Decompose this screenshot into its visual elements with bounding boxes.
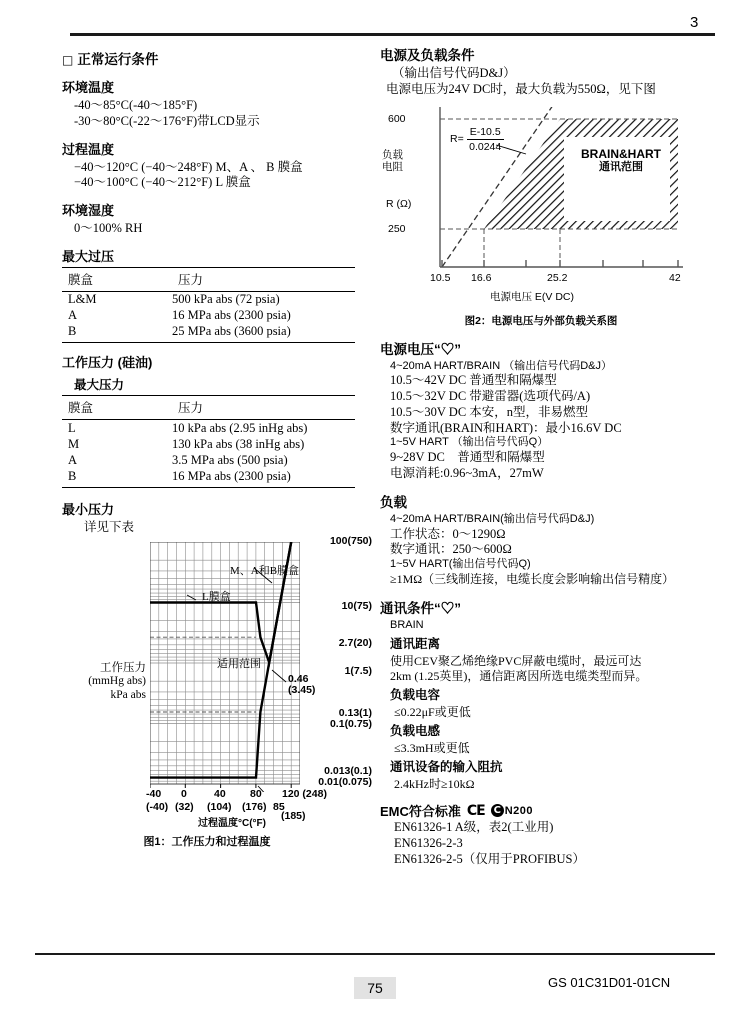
square-bullet-icon: □ [62,53,74,67]
table-row [62,324,355,343]
heading-working-pressure: 工作压力 (硅油) [62,355,153,371]
fig2-xtick-10p5: 10.5 [430,271,451,284]
fig1-ylabel-line-2: (mmHg abs) [88,675,146,688]
fig1-ylabel-line-3: kPa abs [110,688,146,701]
heading-communication-conditions: 通讯条件“♡” [380,601,461,617]
col-header-pressure: 压力 [172,396,355,420]
c-tick-number: N200 [504,804,534,817]
fig1-x-axis-label: 过程温度°C(°F) [198,817,266,829]
comm-distance-line-2: 2km (1.25英里)，通信距离因所选电缆类型而异。 [390,669,648,684]
heading-emc-compliance [380,801,715,820]
fig1-ytick-0p01: 0.01(0.075) [318,775,372,788]
table-max-overpressure [62,267,355,344]
input-impedance-value: 2.4kHz时≥10kΩ [394,777,475,792]
supply-voltage-line-5: 数字通讯(BRAIN和HART)：最小16.6V DC [390,420,622,435]
fig2-ytick-250: 250 [388,222,406,235]
subheading-max-pressure: 最大压力 [74,378,125,393]
fig2-region-label [568,147,674,175]
fig1-xtick-40-sub: (104) [207,800,232,813]
load-inductance-value: ≤3.3mH或更低 [394,741,470,756]
fig1-annotation-l-capsule: L膜盒 [202,590,231,603]
heading-load: 负载 [380,494,407,510]
fig2-xtick-25p2: 25.2 [547,271,568,284]
footer-page-number: 75 [354,977,396,999]
process-temp-line-1: −40～120°C (−40～248°F) M、A 、 B 膜盒 [74,159,303,174]
fig1-ytick-1: 1(7.5) [344,664,372,677]
fig1-ylabel-line-1: 工作压力 [100,661,146,674]
fig1-xtick-80: 80 [250,787,262,800]
table-working-pressure [62,395,355,488]
comm-protocol: BRAIN [390,619,424,632]
fig1-xtick-85-sub: (185) [281,809,306,822]
heading-input-impedance: 通讯设备的输入阻抗 [390,760,503,775]
fig1-xtick-0: 0 [181,787,187,800]
supply-voltage-line-4: 10.5～30V DC 本安，n型，非易燃型 [390,404,589,419]
table-row [62,308,355,324]
table-header-row [62,396,355,420]
supply-voltage-line-1: 4~20mA HART/BRAIN （输出信号代码D&J） [390,359,612,372]
fig2-region-label-line-2: 通讯范围 [599,161,643,174]
fig1-xtick-85: 85 [273,800,285,813]
ambient-temp-line-1: -40～85°C(-40～185°F) [74,98,198,112]
right-column [380,44,715,868]
heading-supply-and-load-conditions: 电源及负载条件 [380,48,475,63]
cell-capsule: L&M [68,292,97,307]
footer-rule [35,953,715,955]
supply-load-line-2: 电源电压为24V DC时，最大负载为550Ω，见下图 [386,81,656,96]
table-bottom-rule [62,487,355,488]
heading-max-overpressure: 最大过压 [62,248,115,264]
subheading-min-pressure: 最小压力 [62,501,115,517]
figure-1-working-pressure-vs-process-temperature [62,534,372,829]
humidity-line-1: 0～100% RH [74,221,143,235]
fig2-formula-fraction [467,126,504,153]
fig1-ytick-0p1: 0.1(0.75) [329,717,372,730]
header-page-marker: 3 [690,14,699,31]
fig2-formula-denominator: 0.0244 [469,140,502,153]
section-title-normal-operating-conditions: □ 正常运行条件 [62,52,159,67]
process-temp-line-2: −40～100°C (−40～212°F) L 膜盒 [74,175,251,190]
cell-pressure: 3.5 MPa abs (500 psia) [172,452,288,467]
heading-ambient-temperature: 环境温度 [62,80,115,95]
fig1-xtick-minus40: -40 [146,787,162,800]
fig2-ylabel-line-1: 负载 [382,148,403,161]
fig1-annotation-applicable-range: 适用范围 [217,657,261,670]
cell-capsule: A [68,452,78,467]
heading-load-inductance: 负载电感 [390,724,441,739]
cell-pressure: 10 kPa abs (2.95 inHg abs) [172,420,308,435]
fig1-xtick-40: 40 [214,787,226,800]
fig2-xtick-42: 42 [669,271,681,284]
c-tick-circle-icon: C [491,804,504,817]
fig1-ytick-100: 100(750) [329,534,372,547]
min-pressure-note: 详见下表 [84,519,135,534]
cell-pressure: 16 MPa abs (2300 psia) [172,468,291,483]
heading-process-temperature: 过程温度 [62,141,115,157]
heading-supply-voltage: 电源电压“♡” [380,341,461,357]
heading-load-capacitance: 负载电容 [390,688,441,703]
fig1-ytick-0p013: 0.013(0.1) [324,764,372,777]
table-row [62,468,355,487]
emc-line-3: EN61326-2-5（仅用于PROFIBUS） [394,851,585,866]
fig2-xtick-16p6: 16.6 [471,271,492,284]
figure-2-supply-voltage-vs-external-load [380,102,710,307]
load-line-5: ≥1MΩ（三线制连接，电缆长度会影响输出信号精度） [390,571,675,586]
cell-capsule: B [68,324,77,339]
supply-voltage-line-6: 1~5V HART （输出信号代码Q） [390,436,549,449]
figure-2-caption: 图2：电源电压与外部负载关系图 [464,314,618,327]
fig1-xtick-minus40-sub: (-40) [146,800,169,813]
table-row [62,436,355,452]
fig1-annotation-mab-capsule: M、A和B膜盒 [230,564,300,577]
fig1-xtick-80-sub: (176) [242,800,267,813]
fig2-formula-lhs: R= [450,133,464,145]
emc-line-1: EN61326-1 A级，表2(工业用) [394,820,554,835]
fig1-xtick-120: 120 (248) [282,787,327,800]
ce-mark-icon: CE [466,802,485,819]
fig1-ytick-0p13: 0.13(1) [338,706,372,719]
table-header-row [62,267,355,291]
fig2-formula-numerator: E-10.5 [467,126,504,140]
cell-pressure: 500 kPa abs (72 psia) [172,292,280,307]
fig2-y-axis-label [382,149,403,174]
fig1-annotation-0p46-sub: (3.45) [288,684,316,697]
footer-document-id: GS 01C31D01-01CN [548,975,671,990]
col-header-capsule: 膜盒 [62,396,172,420]
cell-capsule: A [68,308,78,323]
fig1-annotation-0p46 [288,674,315,698]
table-row [62,452,355,468]
col-header-pressure: 压力 [172,267,355,291]
emc-line-2: EN61326-2-3 [394,836,463,851]
cell-pressure: 16 MPa abs (2300 psia) [172,308,291,323]
table-row [62,420,355,437]
left-column [62,48,372,849]
cell-capsule: L [68,420,76,435]
fig2-formula [450,126,504,153]
supply-voltage-line-2: 10.5～42V DC 普通型和隔爆型 [390,373,557,388]
supply-voltage-line-7: 9~28V DC 普通型和隔爆型 [390,450,545,465]
comm-distance-line-1: 使用CEV聚乙烯绝缘PVC屏蔽电缆时，最远可达 [390,653,642,668]
emc-heading-text: EMC符合标准 [380,804,461,820]
fig1-ytick-2p7: 2.7(20) [338,636,372,649]
fig1-annotation-0p46-value: 0.46 [288,672,309,685]
cell-capsule: M [68,436,80,451]
fig1-y-axis-label [58,662,146,703]
figure-1-caption: 图1：工作压力和过程温度 [143,835,271,848]
load-line-1: 4~20mA HART/BRAIN(输出信号代码D&J) [390,512,595,525]
header-rule [70,33,715,36]
load-line-2: 工作状态：0～1290Ω [390,526,506,541]
fig1-ytick-10: 10(75) [341,599,372,612]
cell-pressure: 25 MPa abs (3600 psia) [172,324,291,339]
supply-voltage-line-3: 10.5～32V DC 带避雷器(选项代码/A) [390,389,591,404]
ambient-temp-line-2: -30～80°C(-22～176°F)带LCD显示 [74,113,260,128]
load-capacitance-value: ≤0.22μF或更低 [394,705,471,720]
table-bottom-rule [62,343,355,344]
fig2-ylabel-line-2: 电阻 [382,161,403,174]
fig1-xtick-0-sub: (32) [175,800,194,813]
table-row [62,291,355,308]
c-tick-mark-icon [491,804,533,817]
heading-ambient-humidity: 环境湿度 [62,203,115,218]
cell-capsule: B [68,468,77,483]
fig2-region-label-line-1: BRAIN&HART [581,146,661,161]
fig2-x-axis-label: 电源电压 E(V DC) [490,290,574,303]
cell-pressure: 130 kPa abs (38 inHg abs) [172,436,305,451]
load-line-3: 数字通讯：250～600Ω [390,542,512,557]
load-line-4: 1~5V HART(输出信号代码Q) [390,558,531,571]
fig2-y-axis-unit: R (Ω) [386,197,412,210]
supply-load-line-1: （输出信号代码D&J） [392,66,516,80]
heading-comm-distance: 通讯距离 [390,636,441,651]
supply-voltage-line-8: 电源消耗:0.96~3mA，27mW [390,465,544,480]
col-header-capsule: 膜盒 [62,267,172,291]
fig2-ytick-600: 600 [388,112,406,125]
